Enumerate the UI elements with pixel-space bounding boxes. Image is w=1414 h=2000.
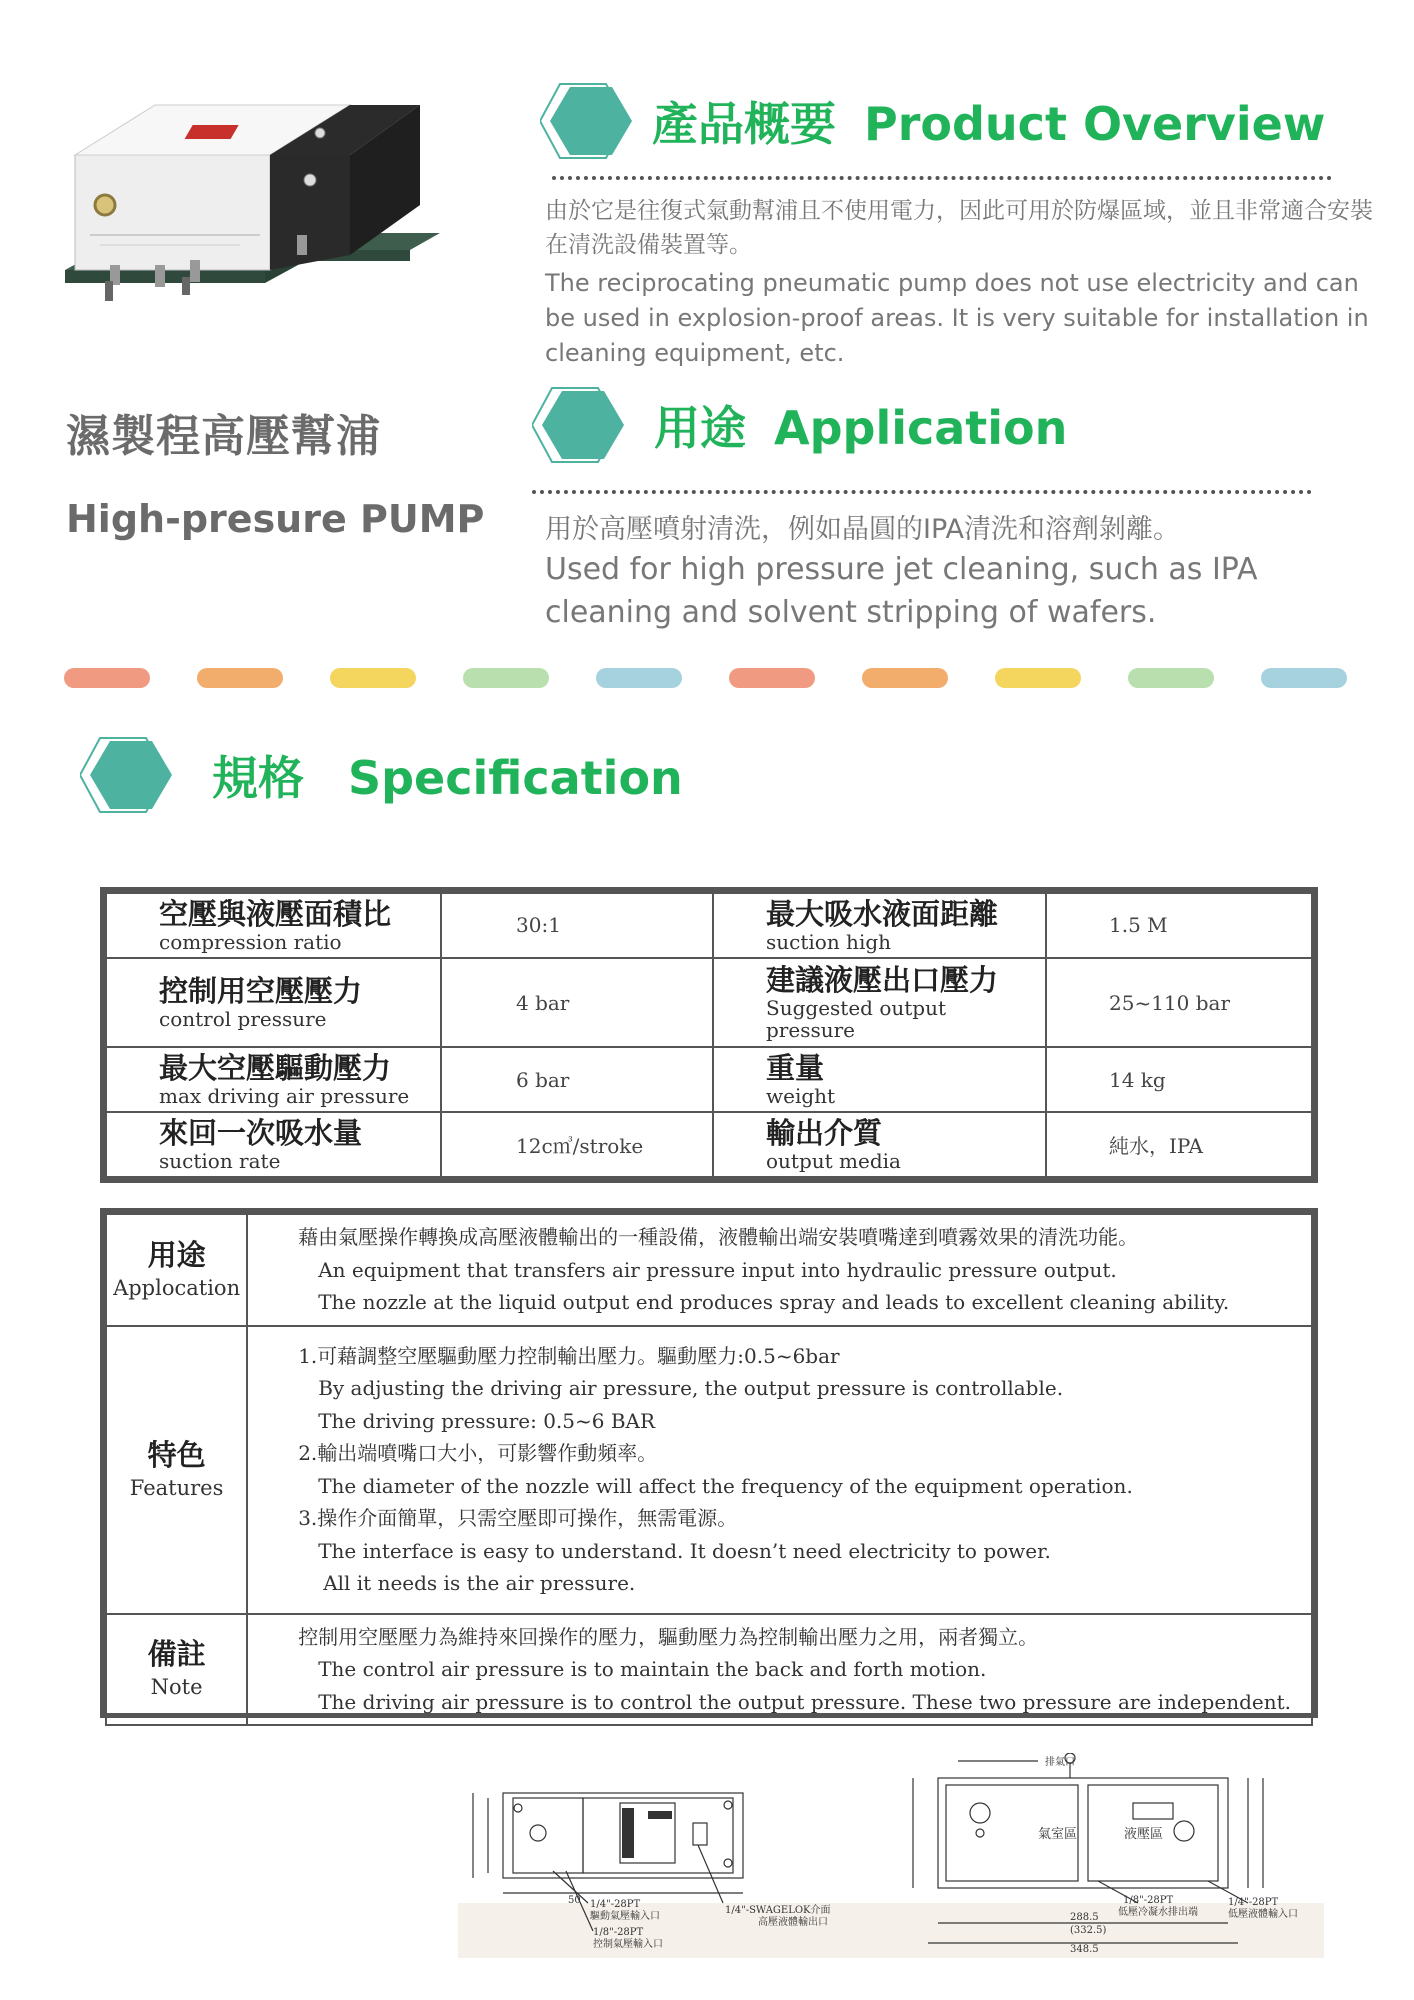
divider-dots: [532, 490, 1312, 494]
divider-dots: [552, 176, 1332, 180]
overview-text-zh: 由於它是往復式氣動幫浦且不使用電力，因此可用於防爆區域，並且非常適合安裝在清洗設備裝置等。: [545, 198, 1373, 258]
spec-value: 25~110 bar: [1046, 958, 1312, 1048]
overview-heading-en: Product Overview: [864, 97, 1326, 151]
features-line: The driving pressure: 0.5~6 BAR: [318, 1408, 656, 1433]
specification-heading-en: Specification: [348, 751, 683, 805]
color-pill: [330, 668, 416, 688]
spec-label-en: suction high: [766, 929, 892, 954]
table-row: [106, 893, 1312, 958]
features-line: 1.可藉調整空壓驅動壓力控制輸出壓力。驅動壓力:0.5~6bar: [298, 1343, 840, 1368]
spec-value: 30:1: [441, 893, 713, 958]
features-line: The diameter of the nozzle will affect the frequency of the equipment operation.: [318, 1473, 1133, 1498]
spec-label-en: weight: [766, 1084, 836, 1109]
table-row: [106, 1047, 1312, 1112]
spec-value: 6 bar: [441, 1047, 713, 1112]
info-table: [100, 1208, 1318, 1718]
control-air-in-size: 1/8"-28PT: [593, 1927, 644, 1938]
spec-label-zh: 建議液壓出口壓力: [766, 963, 999, 998]
spec-label-en: output media: [766, 1149, 901, 1174]
color-pill: [995, 668, 1081, 688]
dim-288: 288.5: [1070, 1912, 1099, 1923]
spec-label-zh: 最大吸水液面距離: [766, 896, 999, 931]
color-pill: [862, 668, 948, 688]
spec-label-en: max driving air pressure: [159, 1084, 410, 1109]
color-pill: [64, 668, 150, 688]
spec-value: 1.5 M: [1046, 893, 1312, 958]
spec-value: 14 kg: [1046, 1047, 1312, 1112]
hexagon-icon: [532, 386, 632, 464]
features-label-zh: 特色: [147, 1437, 206, 1472]
usage-line: An equipment that transfers air pressure input into hydraulic pressure output.: [318, 1257, 1117, 1282]
usage-label-en: Applocation: [113, 1275, 241, 1300]
spec-value: 純水，IPA: [1046, 1112, 1312, 1177]
color-pill-row: [64, 668, 1354, 688]
lp-in-label: 低壓液體輸入口: [1228, 1909, 1298, 1920]
color-pill: [729, 668, 815, 688]
application-text-zh: 用於高壓噴射清洗，例如晶圓的IPA清洗和溶劑剝離。: [545, 514, 1180, 545]
usage-line: The nozzle at the liquid output end produces spray and leads to excellent cleaning ability.: [318, 1290, 1230, 1314]
table-row: [106, 1326, 1312, 1614]
features-line: 2.輸出端噴嘴口大小，可影響作動頻率。: [298, 1441, 658, 1465]
spec-value: 12c㎥/stroke: [441, 1112, 713, 1177]
table-row: [106, 1214, 1312, 1326]
spec-label-zh: 重量: [766, 1051, 825, 1086]
spec-label-zh: 來回一次吸水量: [159, 1116, 363, 1151]
note-line: The driving air pressure is to control the output pressure. These two pressure are independent.: [318, 1689, 1291, 1714]
table-row: [106, 1112, 1312, 1177]
color-pill: [1128, 668, 1214, 688]
swagelok-size: 1/4"-SWAGELOK介面: [725, 1905, 831, 1916]
color-pill: [1261, 668, 1347, 688]
cool-drain-size: 1/8"-28PT: [1123, 1895, 1174, 1906]
dim-332: (332.5): [1070, 1925, 1107, 1936]
features-line: 3.操作介面簡單，只需空壓即可操作，無需電源。: [298, 1506, 738, 1530]
overview-header: [540, 82, 1325, 160]
features-line: By adjusting the driving air pressure, the output pressure is controllable.: [318, 1376, 1064, 1400]
spec-label-zh: 空壓與液壓面積比: [159, 896, 392, 931]
spec-label-en: suction rate: [159, 1149, 281, 1174]
spec-label-en: control pressure: [159, 1007, 327, 1032]
color-pill: [596, 668, 682, 688]
usage-label-zh: 用途: [147, 1237, 206, 1272]
features-label-en: Features: [129, 1475, 224, 1500]
exhaust-label: 排氣口: [1045, 1757, 1075, 1768]
lp-in-size: 1/4"-28PT: [1228, 1897, 1279, 1908]
control-air-in-label: 控制氣壓輸入口: [593, 1939, 663, 1950]
specification-header: [80, 736, 683, 814]
spec-label-zh: 輸出介質: [766, 1116, 883, 1151]
spec-label-en: Suggested output pressure: [766, 996, 946, 1043]
features-line: The interface is easy to understand. It doesn’t need electricity to power.: [318, 1538, 1051, 1563]
spec-label-en: compression ratio: [159, 929, 342, 954]
air-chamber-label: 氣室區: [1038, 1827, 1078, 1842]
note-label-en: Note: [150, 1675, 203, 1700]
dim-348: 348.5: [1070, 1944, 1099, 1955]
product-title-en: High-presure PUMP: [66, 497, 485, 541]
features-line: All it needs is the air pressure.: [323, 1571, 636, 1595]
cool-drain-label: 低壓冷凝水排出端: [1118, 1907, 1198, 1918]
hexagon-icon: [80, 736, 180, 814]
product-title-zh: 濕製程高壓幫浦: [66, 411, 381, 462]
technical-drawing: [458, 1753, 1324, 1958]
color-pill: [463, 668, 549, 688]
spec-table: [100, 887, 1318, 1183]
usage-line: 藉由氣壓操作轉換成高壓液體輸出的一種設備，液體輸出端安裝噴嘴達到噴霧效果的清洗功能。: [298, 1225, 1139, 1249]
application-text-en: Used for high pressure jet cleaning, such as IPA cleaning and solvent stripping of wafers.: [545, 552, 1258, 630]
hp-out-label: 高壓液體輸出口: [758, 1917, 828, 1928]
note-line: The control air pressure is to maintain the back and forth motion.: [318, 1657, 987, 1681]
pump-product-image: [60, 95, 440, 355]
drive-air-in-label: 驅動氣壓輸入口: [590, 1911, 660, 1922]
table-row: [106, 1614, 1312, 1726]
spec-label-zh: 最大空壓驅動壓力: [159, 1051, 392, 1086]
application-heading-en: Application: [774, 401, 1068, 455]
application-heading-zh: 用途: [654, 401, 746, 455]
note-label-zh: 備註: [147, 1637, 206, 1672]
overview-heading-zh: 產品概要: [652, 97, 836, 151]
note-line: 控制用空壓壓力為維持來回操作的壓力，驅動壓力為控制輸出壓力之用，兩者獨立。: [298, 1624, 1039, 1649]
spec-value: 4 bar: [441, 958, 713, 1048]
hexagon-icon: [540, 82, 640, 160]
table-row: [106, 958, 1312, 1048]
overview-text-en: The reciprocating pneumatic pump does not use electricity and can be used in explosion-proof areas. It is very suitable for installation in cleaning equipment, etc.: [545, 269, 1369, 367]
color-pill: [197, 668, 283, 688]
liquid-chamber-label: 液壓區: [1124, 1827, 1164, 1842]
drive-air-in-size: 1/4"-28PT: [590, 1899, 641, 1910]
application-header: [532, 386, 1067, 464]
spec-label-zh: 控制用空壓壓力: [159, 974, 363, 1009]
specification-heading-zh: 規格: [212, 751, 304, 805]
dim-50: 50: [568, 1895, 581, 1906]
